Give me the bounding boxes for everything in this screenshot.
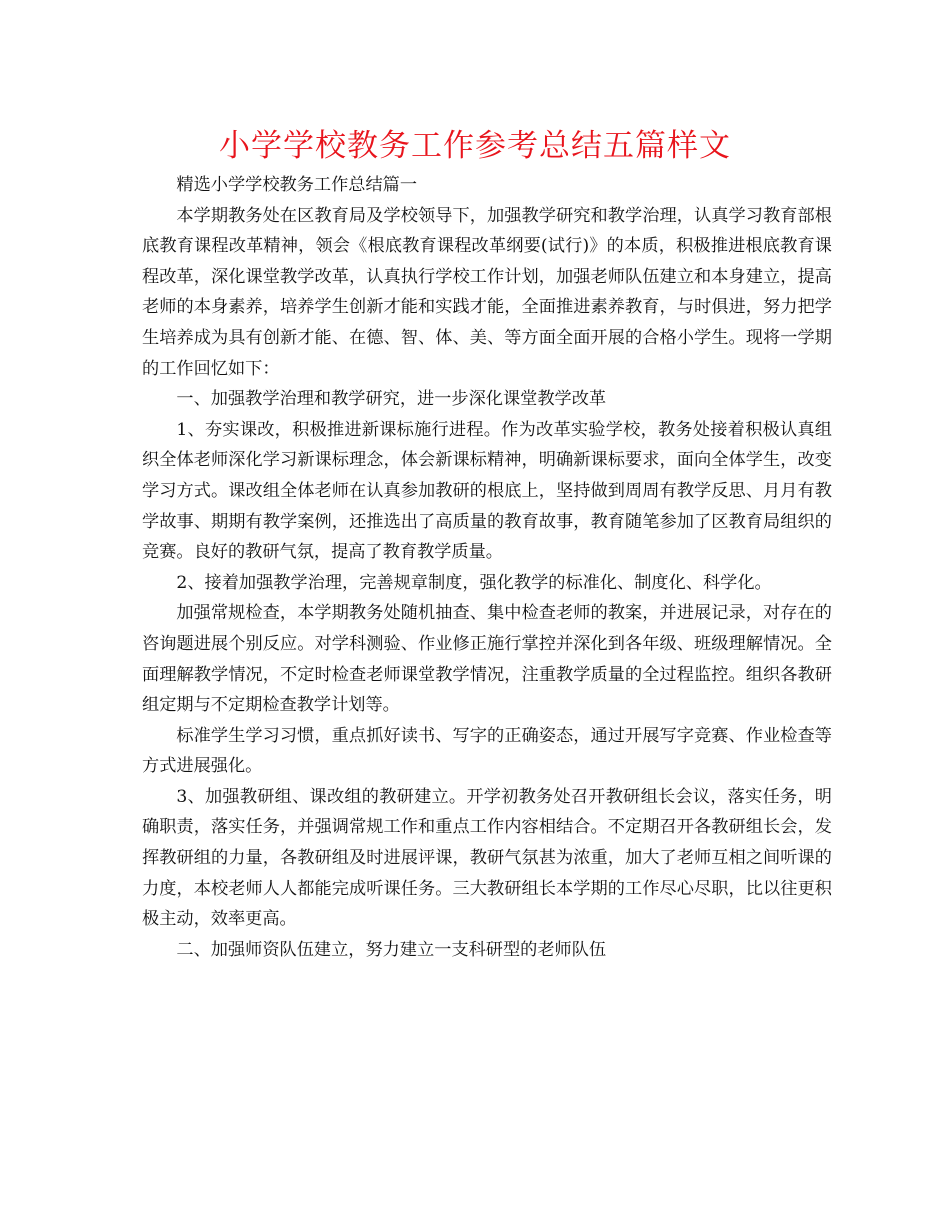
document-body — [142, 170, 832, 965]
section-heading-one: 一、加强教学治理和教学研究，进一步深化课堂教学改革 — [176, 389, 607, 410]
paragraph-routine-inspection: 加强常规检查，本学期教务处随机抽查、集中检查老师的教案，并进展记录，对存在的咨询题进展个别反应。对学科测验、作业修正施行掌控并深化到各年级、班级理解情况。全面理解教学情况，不定时检查老师课堂教学情况，注重教学质量的全过程监控。组织各教研组定期与不定期检查教学计划等。 — [142, 603, 832, 716]
paragraph-item-1: 1、夯实课改，积极推进新课标施行进程。作为改革实验学校，教务处接着积极认真组织全体老师深化学习新课标理念，体会新课标精神，明确新课标要求，面向全体学生，改变学习方式。课改组全体老师在认真参加教研的根底上，坚持做到周周有教学反思、月月有教学故事、期期有教学案例，还推选出了高质量的教育故事，教育随笔参加了区教育局组织的竞赛。良好的教研气氛，提高了教育教学质量。 — [142, 419, 832, 563]
section-heading-article-one: 精选小学学校教务工作总结篇一 — [176, 175, 418, 195]
section-heading-two: 二、加强师资队伍建立，努力建立一支科研型的老师队伍 — [176, 939, 607, 960]
document-title: 小学学校教务工作参考总结五篇样文 — [219, 128, 731, 164]
paragraph-introduction: 本学期教务处在区教育局及学校领导下，加强教学研究和教学治理，认真学习教育部根底教育课程改革精神，领会《根底教育课程改革纲要(试行)》的本质，积极推进根底教育课程改革，深化课堂教学改革，认真执行学校工作计划，加强老师队伍建立和本身建立，提高老师的本身素养，培养学生创新才能和实践才能，全面推进素养教育，与时俱进，努力把学生培养成为具有创新才能、在德、智、体、美、等方面全面开展的合格小学生。现将一学期的工作回忆如下： — [142, 205, 832, 379]
paragraph-study-habits: 标准学生学习习惯，重点抓好读书、写字的正确姿态，通过开展写字竞赛、作业检查等方式进展强化。 — [142, 725, 832, 777]
paragraph-item-3: 3、加强教研组、课改组的教研建立。开学初教务处召开教研组长会议，落实任务，明确职责，落实任务，并强调常规工作和重点工作内容相结合。不定期召开各教研组长会，发挥教研组的力量，各教研组及时进展评课，教研气氛甚为浓重，加大了老师互相之间听课的力度，本校老师人人都能完成听课任务。三大教研组长本学期的工作尽心尽职，比以往更积极主动，效率更高。 — [142, 786, 832, 930]
paragraph-item-2: 2、接着加强教学治理，完善规章制度，强化教学的标准化、制度化、科学化。 — [176, 572, 772, 593]
